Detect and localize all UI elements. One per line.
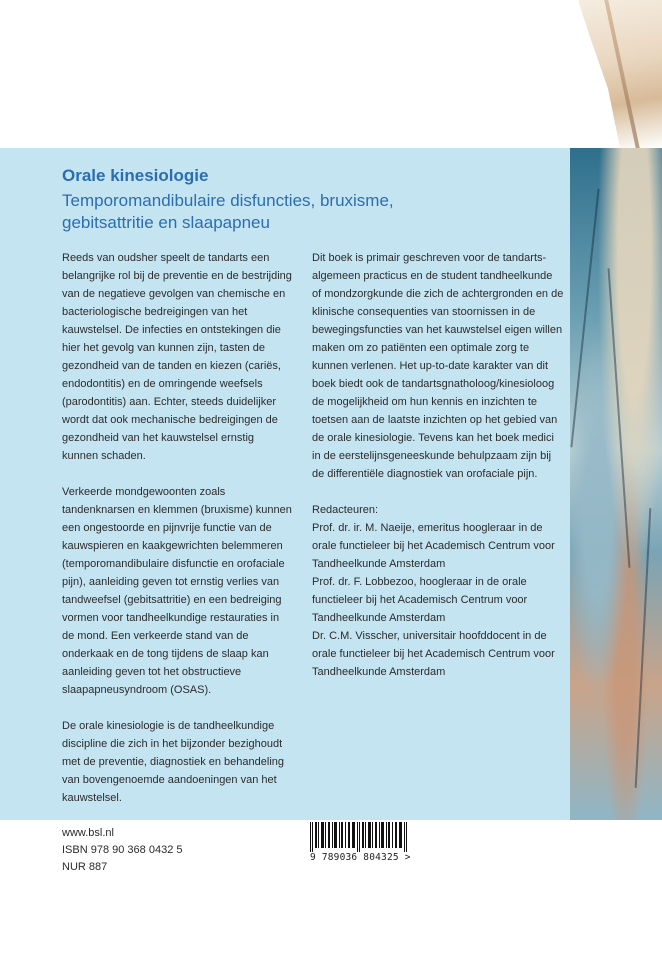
paragraph: Verkeerde mondgewoonten zoals tandenknarsen en klemmen (bruxisme) kunnen een ongestoorde en pijnvrije functie van de kauwspieren en kaakgewrichten belemmeren (temporomandibulaire disfunctie en orofaciale pijn), aanleiding geven tot ernstig verlies van tandweefsel (gebitsattritie) en een bedreiging vormen voor tandheelkundige restauraties in de mond. Een verkeerde stand van de onderkaak en de tong tijdens de slaap kan aanleiding geven tot het obstructieve slaapapneusyndroom (OSAS).	[62, 486, 292, 696]
paragraph: Reeds van oudsher speelt de tandarts een belangrijke rol bij de preventie en de bestrijding van de negatieve gevolgen van chemische en bacteriologische bedreigingen van het kauwstelsel. De infecties en ontstekingen die hier het gevolg van kunnen zijn, tasten de gezondheid van de tanden en kiezen (cariës, endodontitis) en de omringende weefsels (parodontitis) aan. Echter, steeds duidelijker wordt dat ook mechanische bedreigingen de gezondheid van het kauwstelsel ernstig kunnen schaden.	[62, 252, 292, 462]
book-title: Orale kinesiologie	[62, 166, 209, 185]
publisher-website: www.bsl.nl	[62, 827, 114, 839]
right-text-column	[312, 249, 564, 681]
book-subtitle: Temporomandibulaire disfuncties, bruxisme, gebitsattritie en slaapapneu	[62, 191, 394, 232]
paragraph: De orale kinesiologie is de tandheelkundige discipline die zich in het bijzonder bezighoudt met de preventie, diagnostiek en behandeling van bovengenoemde aandoeningen van het kauwstelsel.	[62, 720, 284, 804]
barcode-digits: 9 789036 804325 >	[310, 852, 420, 863]
cover-artwork-side	[570, 148, 662, 820]
paragraph: Dit boek is primair geschreven voor de tandarts-algemeen practicus en de student tandheelkunde of mondzorgkunde die zich de achtergronden en de klinische consequenties van stoornissen in de bewegingsfuncties van het kauwstelsel eigen willen maken om zo patiënten een optimale zorg te kunnen verlenen. Het up-to-date karakter van dit boek biedt ook de tandartsgnatholoog/kinesioloog de mogelijkheid om hun kennis en inzichten te toetsen aan de laatste inzichten op het gebied van de orale kinesiologie. Tevens kan het boek medici in de eerstelijnsgeneeskunde behulpzaam zijn bij de differentiële diagnostiek van orofaciale pijn.	[312, 252, 564, 480]
editor-entry: Prof. dr. F. Lobbezoo, hoogleraar in de orale functieleer bij het Academisch Centrum voor Tandheelkunde Amsterdam	[312, 576, 528, 624]
editors-heading: Redacteuren:	[312, 504, 379, 516]
publication-info	[62, 825, 182, 876]
editor-entry: Dr. C.M. Visscher, universitair hoofddocent in de orale functieleer bij het Academisch Centrum voor Tandheelkunde Amsterdam	[312, 630, 555, 678]
cover-artwork-top	[542, 0, 662, 148]
barcode-bars-icon	[310, 822, 414, 852]
nur-code: NUR 887	[62, 861, 108, 873]
isbn: ISBN 978 90 368 0432 5	[62, 844, 183, 856]
left-text-column	[62, 249, 292, 825]
editor-entry: Prof. dr. ir. M. Naeije, emeritus hoogleraar in de orale functieleer bij het Academisch Centrum voor Tandheelkunde Amsterdam	[312, 522, 555, 570]
